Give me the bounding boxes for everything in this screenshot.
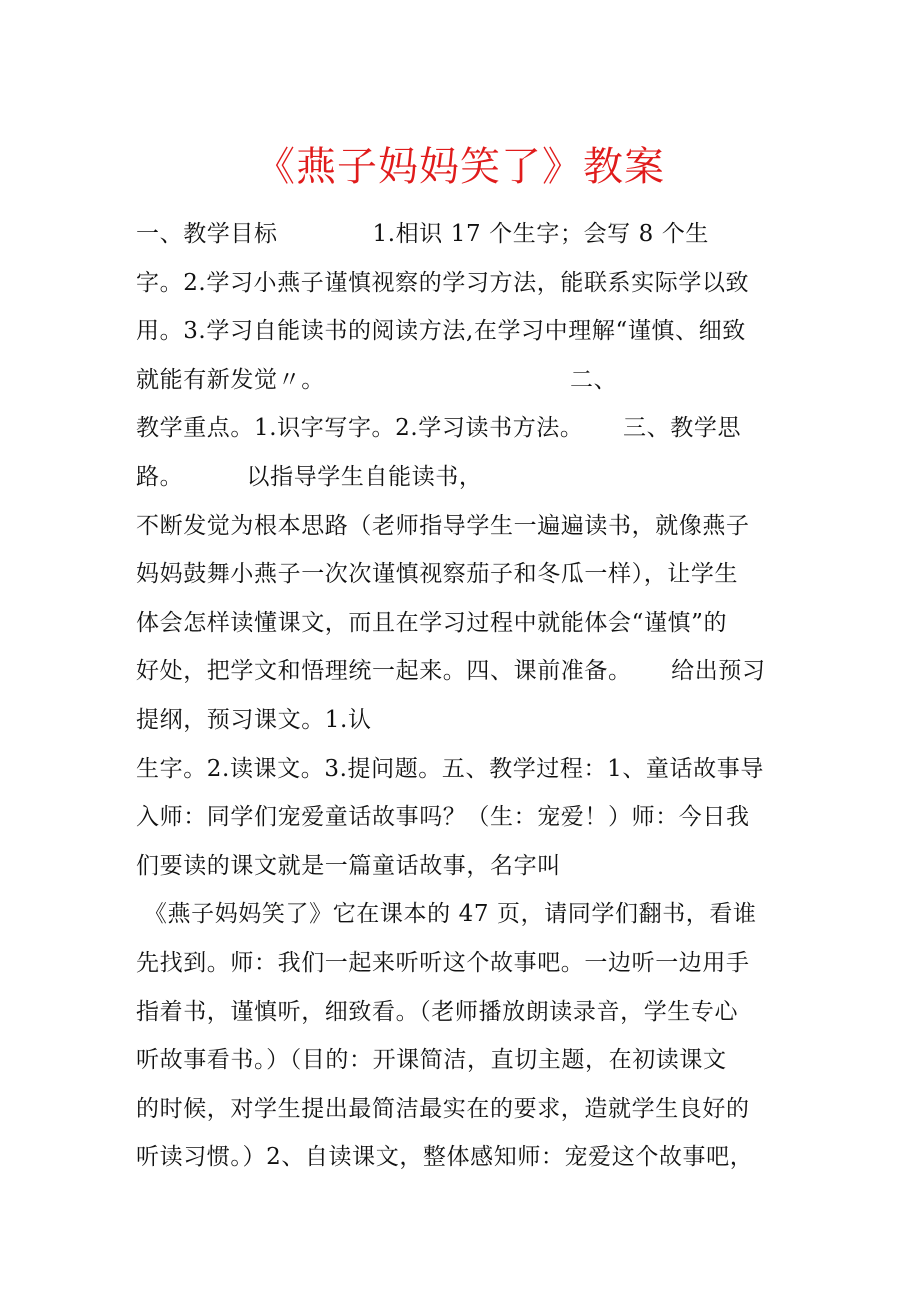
text-line-content: 体会怎样读懂课文，而且在学习过程中就能体会“谨慎”的: [136, 609, 728, 636]
text-line-content: 教学重点。1.识字写字。2.学习读书方法。 三、教学思: [136, 415, 742, 442]
text-line: [136, 793, 836, 842]
text-line-content: 入师：同学们宠爱童话故事吗？（生：宠爱！）师：今日我: [136, 804, 750, 831]
text-line: [136, 1133, 836, 1182]
text-line-content: 《燕子妈妈笑了》它在课本的 47 页，请同学们翻书，看谁: [136, 901, 757, 928]
text-line: [136, 696, 836, 745]
text-line: [136, 745, 836, 794]
text-line-content: 用。3.学习自能读书的阅读方法,在学习中理解“谨慎、细致: [136, 318, 746, 345]
text-line: [136, 1085, 836, 1134]
text-line: [136, 890, 836, 939]
text-line-content: 们要读的课文就是一篇童话故事，名字叫: [136, 852, 561, 879]
text-line-content: 听读习惯。）2、自读课文，整体感知师：宠爱这个故事吧，: [136, 1144, 754, 1171]
text-line-content: 指着书，谨慎听，细致看。（老师播放朗读录音，学生专心: [136, 998, 739, 1025]
text-line: [136, 599, 836, 648]
text-line: [136, 647, 836, 696]
text-line-content: 路。 以指导学生自能读书，: [136, 463, 483, 490]
text-line: [136, 502, 836, 551]
text-line-content: 就能有新发觉〃。 二、: [136, 366, 618, 393]
text-line: [136, 404, 836, 453]
text-line: [136, 550, 836, 599]
text-line-content: 一、教学目标 1.相识 17 个生字；会写 8 个生: [136, 221, 710, 247]
text-line: [136, 259, 836, 308]
document-title: 《燕子妈妈笑了》教案: [255, 144, 665, 190]
text-line-content: 的时候，对学生提出最简洁最实在的要求，造就学生良好的: [136, 1095, 750, 1122]
text-line: [136, 842, 836, 891]
text-line: [136, 210, 836, 259]
text-line: [136, 307, 836, 356]
text-line-content: 妈妈鼓舞小燕子一次次谨慎视察茄子和冬瓜一样），让学生: [136, 561, 739, 588]
text-line: [136, 1036, 836, 1085]
text-line-content: 字。2.学习小燕子谨慎视察的学习方法，能联系实际学以致: [136, 269, 750, 296]
text-line-content: 先找到。师：我们一起来听听这个故事吧。一边听一边用手: [136, 949, 750, 976]
text-line-content: 提纲，预习课文。1.认: [136, 706, 372, 733]
text-line: [136, 988, 836, 1037]
text-line-content: 生字。2.读课文。3.提问题。五、教学过程：1、童话故事导: [136, 755, 764, 782]
text-line-content: 听故事看书。）（目的：开课简洁，直切主题，在初读课文: [136, 1047, 727, 1074]
text-line-content: 好处，把学文和悟理统一起来。四、课前准备。 给出预习: [136, 658, 766, 685]
document-body: [136, 210, 836, 1182]
text-line: [136, 453, 836, 502]
text-line-content: 不断发觉为根本思路（老师指导学生一遍遍读书，就像燕子: [136, 512, 750, 539]
text-line: [136, 356, 836, 405]
text-line: [136, 939, 836, 988]
